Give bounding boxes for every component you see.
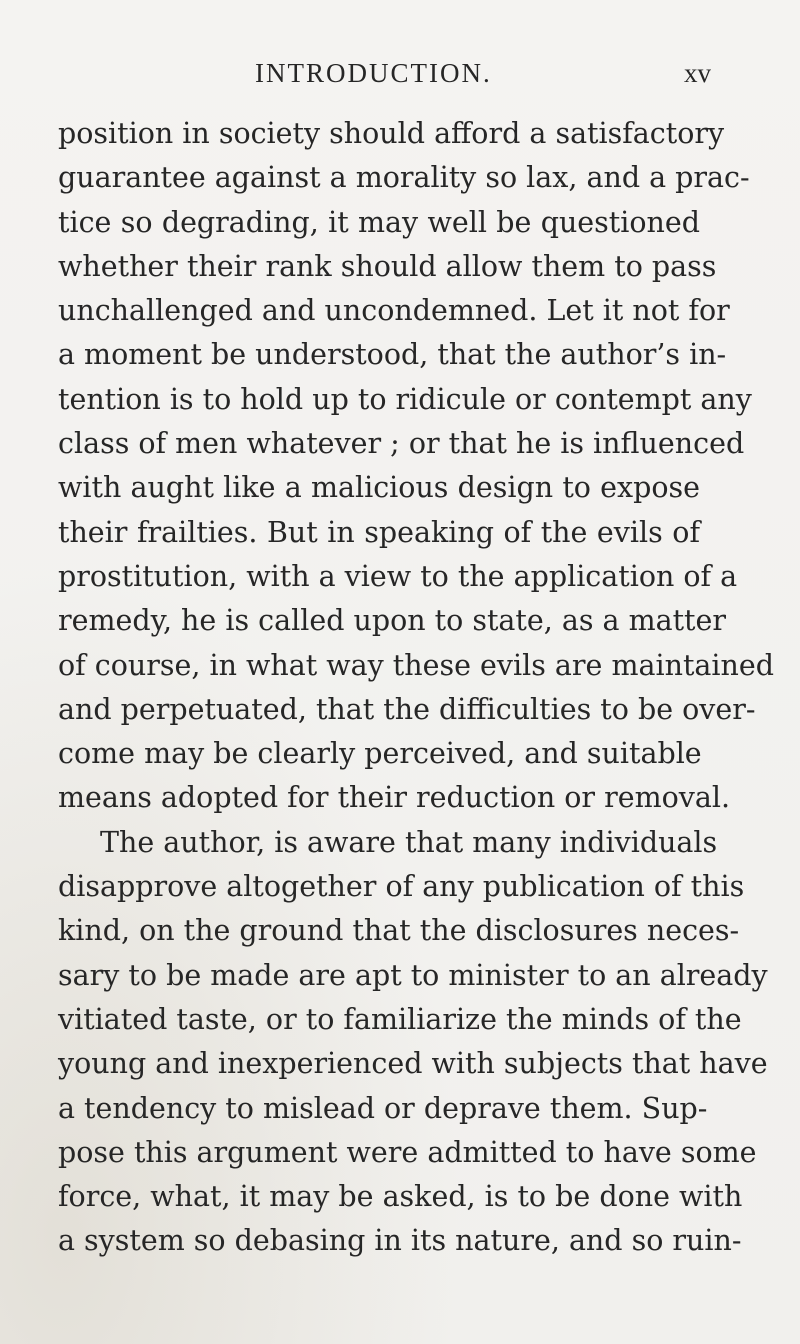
text-line: disapprove altogether of any publication of this <box>58 870 745 904</box>
text-line: force, what, it may be asked, is to be done with <box>58 1180 743 1214</box>
paragraph-start-line: The author, is aware that many individuals <box>100 825 718 859</box>
paragraph-end-line: means adopted for their reduction or removal. <box>58 781 731 815</box>
text-line: remedy, he is called upon to state, as a matter <box>58 604 726 638</box>
text-line: pose this argument were admitted to have some <box>58 1135 757 1169</box>
running-head <box>0 58 800 98</box>
text-line: their frailties. But in speaking of the evils of <box>58 515 700 549</box>
text-line: and perpetuated, that the difficulties to be over- <box>58 692 756 726</box>
running-title: INTRODUCTION. <box>255 58 492 88</box>
text-line: kind, on the ground that the disclosures neces- <box>58 914 740 948</box>
text-line: unchallenged and uncondemned. Let it not for <box>58 294 730 328</box>
text-line: a moment be understood, that the author’s in- <box>58 338 727 372</box>
text-line: a tendency to mislead or deprave them. Sup- <box>58 1091 708 1125</box>
text-line: a system so debasing in its nature, and so ruin- <box>58 1224 742 1258</box>
text-line: sary to be made are apt to minister to an already <box>58 958 768 992</box>
text-line: tice so degrading, it may well be questioned <box>58 205 700 239</box>
body-text <box>58 112 774 1264</box>
text-line: young and inexperienced with subjects that have <box>58 1047 768 1081</box>
text-line: position in society should afford a satisfactory <box>58 117 725 150</box>
text-line: of course, in what way these evils are maintained <box>58 648 774 682</box>
text-line: tention is to hold up to ridicule or contempt any <box>58 382 752 416</box>
text-line: come may be clearly perceived, and suitable <box>58 737 702 771</box>
text-line: whether their rank should allow them to pass <box>58 249 717 283</box>
page-number: xv <box>684 58 711 88</box>
text-line: guarantee against a morality so lax, and a prac- <box>58 161 750 195</box>
text-line: vitiated taste, or to familiarize the minds of the <box>58 1002 742 1036</box>
text-line: prostitution, with a view to the application of a <box>58 559 738 593</box>
text-line: with aught like a malicious design to expose <box>58 471 700 505</box>
text-line: class of men whatever ; or that he is influenced <box>58 427 745 461</box>
